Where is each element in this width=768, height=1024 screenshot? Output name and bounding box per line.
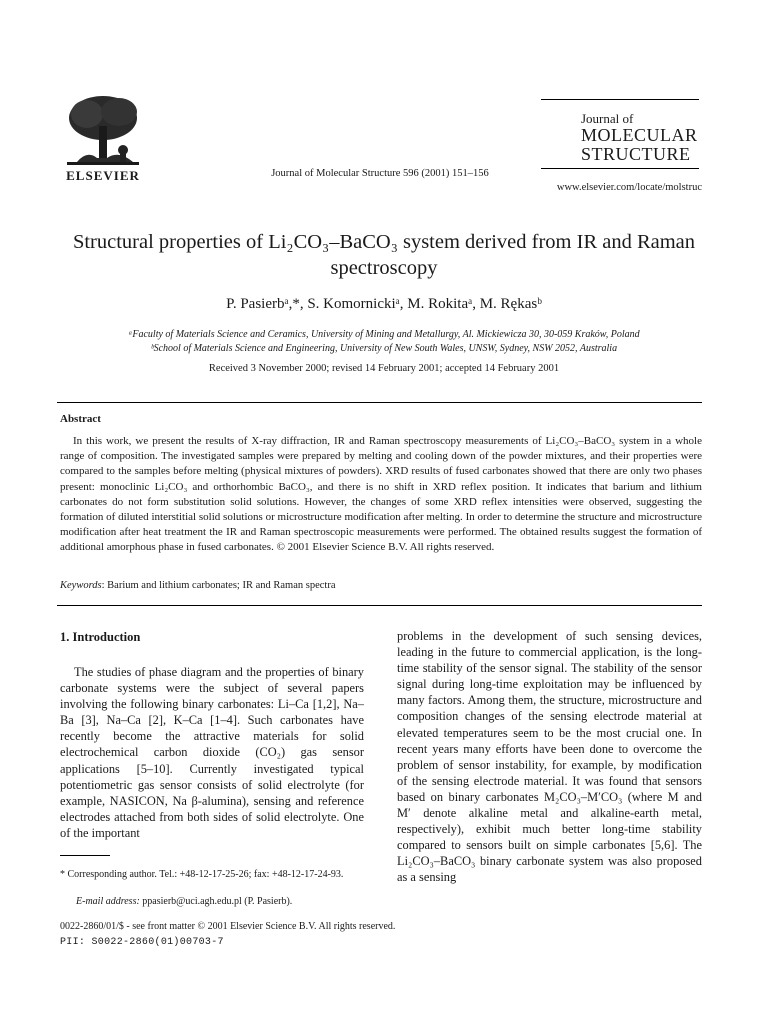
journal-citation: Journal of Molecular Structure 596 (2001) 151–156	[271, 168, 489, 179]
received-dates: Received 3 November 2000; revised 14 February 2001; accepted 14 February 2001	[208, 363, 560, 374]
author-list: P. Pasierbᵃ,*, S. Komornickiᵃ, M. Rokitaᵃ, M. Rękasᵇ	[226, 296, 542, 312]
section-heading-introduction: 1. Introduction	[60, 630, 141, 644]
journal-name-line1: MOLECULAR	[581, 125, 698, 145]
journal-rule-bottom	[541, 168, 699, 169]
abstract-text: In this work, we present the results of X-ray diffraction, IR and Raman spectroscopy measurements of Li₂CO₃–BaCO₃ system in a whole range of composition. The investigated samples were prepared by melting and cooling down of the powder mixtures, and their properties were compared to the samples before melting (physical mixtures of powders). XRD results of fused carbonates showed that there are only two phases present: monoclinic Li₂CO₃ and orthorhombic BaCO₃, and there is no shift in XRD reflex position. It indicates that barium and lithium carbonates do not form substitution solid solutions. However, the changes of some XRD reflex intensities were observed, suggesting the formation of diluted interstitial solid solutions or microstructure modification after melting. In order to determine the structure and microstructure modification after heat treatment the IR and Raman spectroscopic measurements were performed. The obtained results suggest the formation of additional amorphous phase in fused carbonates. © 2001 Elsevier Science B.V. All rights reserved.	[60, 435, 702, 554]
elsevier-tree-logo	[57, 92, 147, 172]
abstract-bottom-rule	[57, 605, 702, 606]
affiliation-a: ᵃFaculty of Materials Science and Ceramics, University of Mining and Metallurgy, Al. Mickiewicza 30, 30-059 Kraków, Poland	[128, 329, 640, 340]
body-column-right: problems in the development of such sensing devices, leading in the future to commercial application, is the long-time stability of the sensor signal. The stability of the sensor signal during long-time exploitation may be influenced by many factors. Among them, the structure, microstructure and composition changes of the sensing electrode material at elevated temperatures seem to be the most crucial one. In recent years many efforts have been done to overcome the problem of sensor instability, for example, by modification of the sensing electrode material. It was found that sensors based on binary carbonates M₂CO₃–M′CO₃ (where M and M′ denote alkaline metal and alkaline-earth metal, respectively), exhibit much better long-time stability compared to sensors built on simple carbonates [5,6]. The Li₂CO₃–BaCO₃ binary carbonate system was also proposed as a sensing	[397, 629, 702, 885]
footnote-rule	[60, 855, 110, 856]
corresponding-author-footnote: * Corresponding author. Tel.: +48-12-17-25-26; fax: +48-12-17-24-93.	[60, 869, 344, 880]
journal-url-link[interactable]: www.elsevier.com/locate/molstruc	[556, 182, 702, 193]
journal-rule-top	[541, 99, 699, 100]
email-label: E-mail address:	[76, 896, 140, 907]
journal-name-line2: STRUCTURE	[581, 144, 691, 164]
keywords-label: Keywords	[60, 580, 102, 591]
keywords-text: : Barium and lithium carbonates; IR and Raman spectra	[101, 580, 336, 591]
abstract-heading: Abstract	[60, 413, 101, 425]
keywords	[60, 580, 702, 591]
front-matter-line: 0022-2860/01/$ - see front matter © 2001 Elsevier Science B.V. All rights reserved.	[60, 921, 396, 932]
journal-of-label: Journal of	[581, 111, 634, 126]
affiliation-b: ᵇSchool of Materials Science and Engineering, University of New South Wales, UNSW, Sydney, NSW 2052, Australia	[150, 343, 618, 354]
email-address: ppasierb@uci.agh.edu.pl (P. Pasierb).	[139, 896, 293, 907]
abstract-top-rule	[57, 402, 702, 403]
body-column-left: The studies of phase diagram and the properties of binary carbonate systems were the subject of several papers involving the following binary carbonates: Li–Ca [1,2], Na–Ba [3], Na–Ca [2], K–Ca [1–4]. Such carbonates have recently become the attractive materials for solid electrochemical carbon dioxide (CO₂) gas sensor applications [5–10]. Currently investigated typical potentiometric gas sensor consists of solid electrolyte (for example, NASICON, Na β-alumina), sensing and reference electrodes attached from both sides of solid electrolyte. One of the important	[60, 665, 364, 840]
publisher-wordmark: ELSEVIER	[66, 168, 140, 183]
article-title: Structural properties of Li₂CO₃–BaCO₃ system derived from IR and Raman spectroscopy	[72, 231, 696, 279]
pii-line: PII: S0022-2860(01)00703-7	[60, 937, 224, 948]
email-footnote	[76, 896, 364, 907]
